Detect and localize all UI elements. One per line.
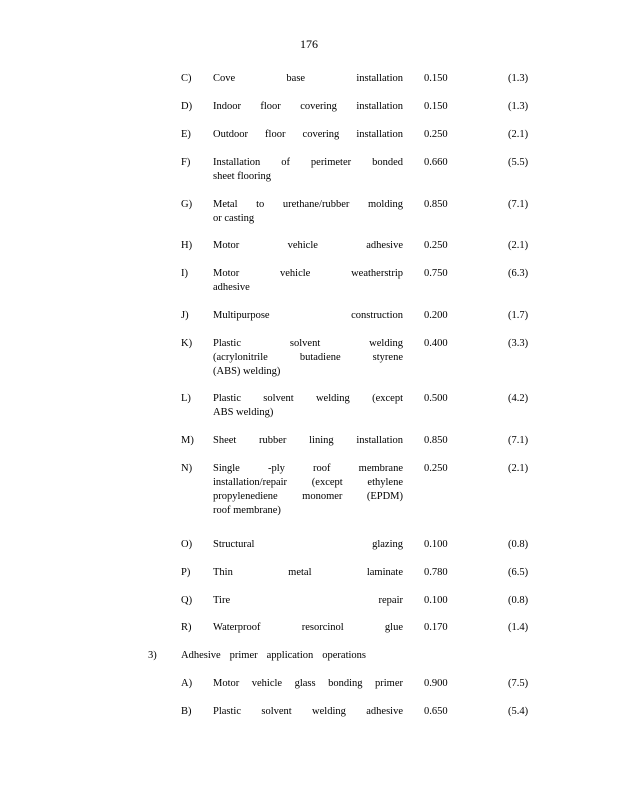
- item-description: [213, 239, 403, 253]
- description-line: Plastic solvent welding (except: [213, 393, 403, 404]
- description-line: Indoor floor covering installation: [213, 101, 403, 112]
- item-value: 0.150: [424, 101, 448, 112]
- item-description: [213, 267, 403, 295]
- item-letter: P): [181, 567, 191, 578]
- description-line: installation/repair (except ethylene: [213, 477, 403, 488]
- description-line: Sheet rubber lining installation: [213, 435, 403, 446]
- description-line: Multipurpose construction: [213, 310, 403, 321]
- item-metric-value: (4.2): [508, 393, 529, 404]
- item-value: 0.850: [424, 199, 448, 210]
- description-line: Installation of perimeter bonded: [213, 157, 403, 168]
- description-line: Plastic solvent welding: [213, 338, 403, 349]
- item-letter: C): [181, 73, 192, 84]
- item-description: [213, 462, 403, 518]
- item-description: [213, 621, 403, 635]
- description-line: Plastic solvent welding adhesive: [213, 706, 403, 717]
- item-metric-value: (7.1): [508, 435, 529, 446]
- description-line: Waterproof resorcinol glue: [213, 622, 403, 633]
- item-letter: M): [181, 435, 194, 446]
- item-metric-value: (3.3): [508, 338, 529, 349]
- item-description: [213, 100, 403, 114]
- item-metric-value: (6.3): [508, 268, 529, 279]
- item-letter: I): [181, 268, 188, 279]
- item-letter: K): [181, 338, 193, 349]
- item-value: 0.650: [424, 706, 448, 717]
- item-description: [213, 434, 403, 448]
- item-metric-value: (6.5): [508, 567, 529, 578]
- item-letter: N): [181, 463, 193, 474]
- item-description: [213, 566, 403, 580]
- item-letter: O): [181, 539, 193, 550]
- item-metric-value: (0.8): [508, 539, 529, 550]
- description-line: Thin metal laminate: [213, 567, 403, 578]
- item-description: [213, 538, 403, 552]
- item-letter: R): [181, 622, 192, 633]
- item-value: 0.250: [424, 129, 448, 140]
- item-metric-value: (2.1): [508, 129, 529, 140]
- description-line: or casting: [213, 213, 255, 224]
- item-letter: J): [181, 310, 189, 321]
- description-line: (ABS) welding): [213, 366, 281, 377]
- description-line: sheet flooring: [213, 171, 272, 182]
- item-metric-value: (1.4): [508, 622, 529, 633]
- item-value: 0.250: [424, 240, 448, 251]
- item-value: 0.150: [424, 73, 448, 84]
- description-line: ABS welding): [213, 407, 274, 418]
- item-metric-value: (1.3): [508, 101, 529, 112]
- item-description: [213, 198, 403, 226]
- item-value: 0.100: [424, 539, 448, 550]
- item-value: 0.200: [424, 310, 448, 321]
- section-title: Adhesive primer application operations: [181, 650, 366, 661]
- description-line: Structural glazing: [213, 539, 403, 550]
- item-description: [213, 705, 403, 719]
- item-value: 0.500: [424, 393, 448, 404]
- description-line: roof membrane): [213, 505, 281, 516]
- item-metric-value: (5.5): [508, 157, 529, 168]
- item-letter: E): [181, 129, 191, 140]
- description-line: Cove base installation: [213, 73, 403, 84]
- item-letter: H): [181, 240, 193, 251]
- item-value: 0.170: [424, 622, 448, 633]
- item-metric-value: (1.3): [508, 73, 529, 84]
- description-line: Outdoor floor covering installation: [213, 129, 403, 140]
- item-letter: L): [181, 393, 191, 404]
- description-line: Metal to urethane/rubber molding: [213, 199, 403, 210]
- item-description: [213, 156, 403, 184]
- item-letter: F): [181, 157, 191, 168]
- item-description: [213, 128, 403, 142]
- item-metric-value: (5.4): [508, 706, 529, 717]
- item-letter: G): [181, 199, 193, 210]
- description-line: Motor vehicle weatherstrip: [213, 268, 403, 279]
- item-description: [213, 392, 403, 420]
- item-description: [213, 72, 403, 86]
- page-number: 176: [300, 37, 318, 51]
- item-metric-value: (7.1): [508, 199, 529, 210]
- item-letter: Q): [181, 595, 193, 606]
- description-line: (acrylonitrile butadiene styrene: [213, 352, 403, 363]
- item-value: 0.400: [424, 338, 448, 349]
- section-number: 3): [148, 650, 157, 661]
- description-line: Single -ply roof membrane: [213, 463, 403, 474]
- item-value: 0.660: [424, 157, 448, 168]
- item-description: [213, 337, 403, 379]
- description-line: Motor vehicle adhesive: [213, 240, 403, 251]
- item-metric-value: (2.1): [508, 463, 529, 474]
- item-description: [213, 309, 403, 323]
- item-metric-value: (2.1): [508, 240, 529, 251]
- item-value: 0.100: [424, 595, 448, 606]
- item-metric-value: (7.5): [508, 678, 529, 689]
- item-metric-value: (0.8): [508, 595, 529, 606]
- description-line: Tire repair: [213, 595, 403, 606]
- description-line: propylenediene monomer (EPDM): [213, 491, 403, 502]
- item-description: [213, 677, 403, 691]
- item-letter: A): [181, 678, 193, 689]
- description-line: adhesive: [213, 282, 250, 293]
- item-letter: B): [181, 706, 192, 717]
- description-line: Motor vehicle glass bonding primer: [213, 678, 403, 689]
- item-description: [213, 594, 403, 608]
- item-value: 0.780: [424, 567, 448, 578]
- item-metric-value: (1.7): [508, 310, 529, 321]
- item-value: 0.850: [424, 435, 448, 446]
- item-value: 0.750: [424, 268, 448, 279]
- item-value: 0.900: [424, 678, 448, 689]
- item-letter: D): [181, 101, 193, 112]
- item-value: 0.250: [424, 463, 448, 474]
